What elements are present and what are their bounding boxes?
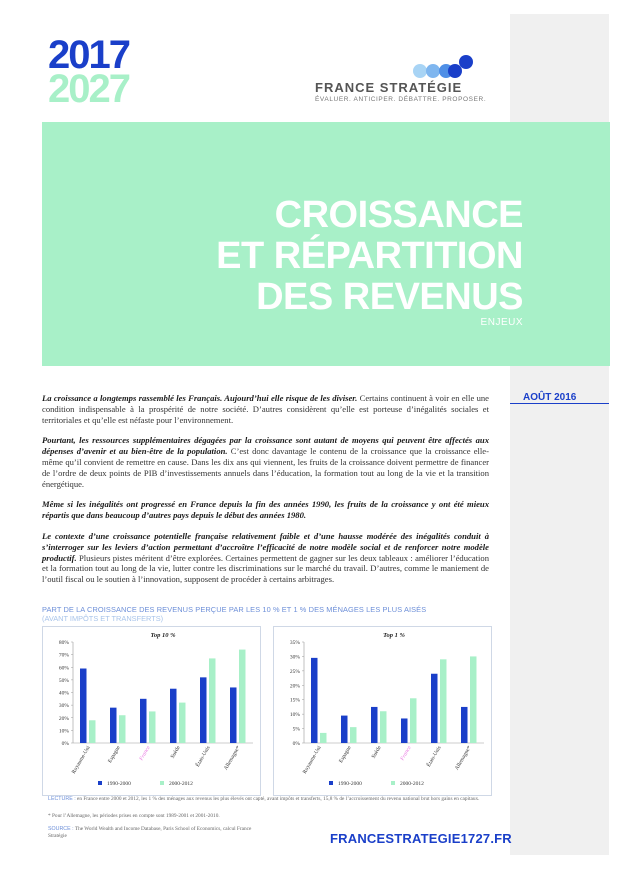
logo-year-top: 2017: [48, 38, 129, 77]
bar-1990-2000-Espagne: [341, 716, 348, 743]
y-tick-label: 0%: [61, 741, 69, 747]
bar-1990-2000-États-Unis: [200, 677, 207, 743]
date-divider: [510, 403, 609, 404]
bar-2000-2012-Allemagne*: [239, 650, 246, 743]
x-tick-label: Espagne: [338, 745, 353, 765]
publication-date: AOÛT 2016: [523, 392, 577, 403]
y-tick-label: 5%: [292, 726, 300, 733]
x-tick-label: États-Unis: [194, 745, 212, 769]
paragraph-4: Le contexte d’une croissance potentielle française relativement faible et d’une hausse modérée des inégalités conduit à s’interroger sur les leviers d’action permettant d’accroître l’efficacité de notre modèle social et de renforcer notre modèle productif. Plusieurs pistes méritent d’être explorées. Certaines permettent de gagner sur les deux tableaux : améliorer l’éducation et la formation tout au long de la vie, lutter contre les discriminations sur le marché du travail. D’autres, comme le maniement de l’outil fiscal ou le soutien à l’innovation, supposent de procéder à certains arbitrages.: [42, 530, 489, 585]
legend-swatch: [160, 781, 164, 785]
x-tick-label: Espagne: [107, 745, 122, 765]
y-tick-label: 20%: [58, 715, 69, 722]
bar-1990-2000-Allemagne*: [461, 707, 468, 743]
bar-2000-2012-Suède: [380, 711, 387, 743]
y-tick-label: 60%: [58, 665, 69, 672]
bar-1990-2000-France: [401, 718, 408, 743]
y-tick-label: 40%: [58, 690, 69, 697]
y-tick-label: 30%: [58, 703, 69, 710]
bar-2000-2012-États-Unis: [440, 659, 447, 743]
legend-swatch: [329, 781, 333, 785]
y-tick-label: 15%: [289, 697, 300, 704]
title-line-1: CROISSANCE: [274, 194, 523, 236]
bar-1990-2000-Royaume-Uni: [80, 669, 87, 743]
x-tick-label: France: [138, 745, 152, 762]
y-tick-label: 30%: [289, 654, 300, 661]
bar-1990-2000-Suède: [371, 707, 378, 743]
bar-1990-2000-Suède: [170, 689, 177, 743]
bar-2000-2012-Allemagne*: [470, 656, 477, 743]
chart-top1-svg: [274, 627, 491, 795]
figure-title: PART DE LA CROISSANCE DES REVENUS PERÇUE PAR LES 10 % ET 1 % DES MÉNAGES LES PLUS AISÉS: [42, 605, 427, 614]
bar-1990-2000-États-Unis: [431, 674, 438, 743]
chart-title: Top 1 %: [383, 632, 405, 639]
legend-swatch: [98, 781, 102, 785]
x-tick-label: États-Unis: [425, 745, 443, 769]
logo-circles-icon: [410, 54, 500, 80]
body-text: [42, 393, 489, 595]
org-name: FRANCE STRATÉGIE: [315, 80, 463, 95]
y-tick-label: 50%: [58, 677, 69, 684]
logo-2017-2027: [48, 38, 178, 108]
y-tick-label: 10%: [58, 728, 69, 735]
legend-swatch: [391, 781, 395, 785]
figure-subtitle: (AVANT IMPÔTS ET TRANSFERTS): [42, 614, 164, 623]
bar-1990-2000-Royaume-Uni: [311, 658, 318, 743]
source-note: SOURCE : The World Wealth and Income Database, Paris School of Economics, calcul France Stratégie: [48, 826, 252, 839]
bar-2000-2012-Royaume-Uni: [89, 720, 96, 743]
france-strategie-logo: [315, 54, 495, 114]
y-tick-label: 70%: [58, 652, 69, 659]
legend-label: 1990-2000: [338, 781, 362, 787]
x-tick-label: France: [399, 745, 413, 762]
y-tick-label: 80%: [58, 640, 69, 646]
bar-1990-2000-France: [140, 699, 147, 743]
bar-1990-2000-Espagne: [110, 708, 117, 743]
x-tick-label: Royaume-Uni: [70, 745, 92, 775]
paragraph-3: Même si les inégalités ont progressé en France depuis la fin des années 1990, les fruits de la croissance y ont été mieux répartis que dans beaucoup d’autres pays depuis le début des années 1980.: [42, 499, 489, 521]
document-title: [216, 195, 523, 318]
paragraph-2: Pourtant, les ressources supplémentaires dégagées par la croissance sont autant de moyens qui peuvent être affectés aux dépenses d’avenir et au bien-être de la population. C’est donc davantage le contenu de la croissance que la croissance elle-même qu’il convient de remettre en cause. Dans les dix ans qui viennent, les fruits de la croissance doivent permettre de financer de l’ordre de deux points de PIB d’investissements annuels dans l’éducation, la formation tout au long de la vie et la transition énergétique.: [42, 435, 489, 489]
legend-label: 2000-2012: [400, 781, 424, 787]
x-tick-label: Suède: [370, 745, 383, 760]
legend-label: 1990-2000: [107, 781, 131, 787]
y-tick-label: 20%: [289, 683, 300, 690]
lecture-note: LECTURE : en France entre 2000 et 2012, les 1 % des ménages aux revenus les plus élevés ont capté, avant impôts et transferts, 15,8 % de l’accroissement du revenu national brut hors gains en capitaux.: [48, 796, 480, 802]
chart-top1: [273, 626, 492, 796]
bar-2000-2012-France: [410, 698, 417, 743]
bar-2000-2012-France: [149, 711, 156, 743]
document-subtitle: ENJEUX: [480, 317, 523, 328]
paragraph-1: La croissance a longtemps rassemblé les Français. Aujourd’hui elle risque de les diviser. Certains continuent à voir en elle une condition indispensable à la prospérité de notre société. D’autres considèrent qu’elle est porteuse d’inégalités sociales et territoriales et qu’elle est néfaste pour l’environnement.: [42, 393, 489, 425]
logo-year-bottom: 2027: [48, 67, 129, 108]
org-tagline: ÉVALUER. ANTICIPER. DÉBATTRE. PROPOSER.: [315, 96, 487, 103]
title-line-2: ET RÉPARTITION: [216, 235, 523, 277]
x-tick-label: Suède: [169, 745, 182, 760]
x-tick-label: Allemagne*: [454, 745, 473, 772]
y-tick-label: 35%: [289, 640, 300, 646]
x-tick-label: Allemagne*: [223, 745, 242, 772]
y-tick-label: 0%: [292, 741, 300, 747]
bar-2000-2012-Espagne: [119, 715, 126, 743]
bar-1990-2000-Allemagne*: [230, 687, 237, 743]
bar-2000-2012-Suède: [179, 703, 186, 743]
x-tick-label: Royaume-Uni: [301, 745, 323, 775]
bar-2000-2012-Espagne: [350, 727, 357, 743]
chart-title: Top 10 %: [150, 632, 176, 639]
chart-top10: [42, 626, 261, 796]
chart-top10-svg: [43, 627, 260, 795]
bar-2000-2012-États-Unis: [209, 658, 216, 743]
legend-label: 2000-2012: [169, 781, 193, 787]
y-tick-label: 10%: [289, 712, 300, 719]
website-link[interactable]: FRANCESTRATEGIE1727.FR: [330, 831, 512, 846]
title-line-3: DES REVENUS: [256, 276, 523, 318]
y-tick-label: 25%: [289, 668, 300, 675]
footnote: * Pour l’Allemagne, les périodes prises en compte sont 1989-2001 et 2001-2010.: [48, 813, 220, 819]
bar-2000-2012-Royaume-Uni: [320, 733, 327, 743]
